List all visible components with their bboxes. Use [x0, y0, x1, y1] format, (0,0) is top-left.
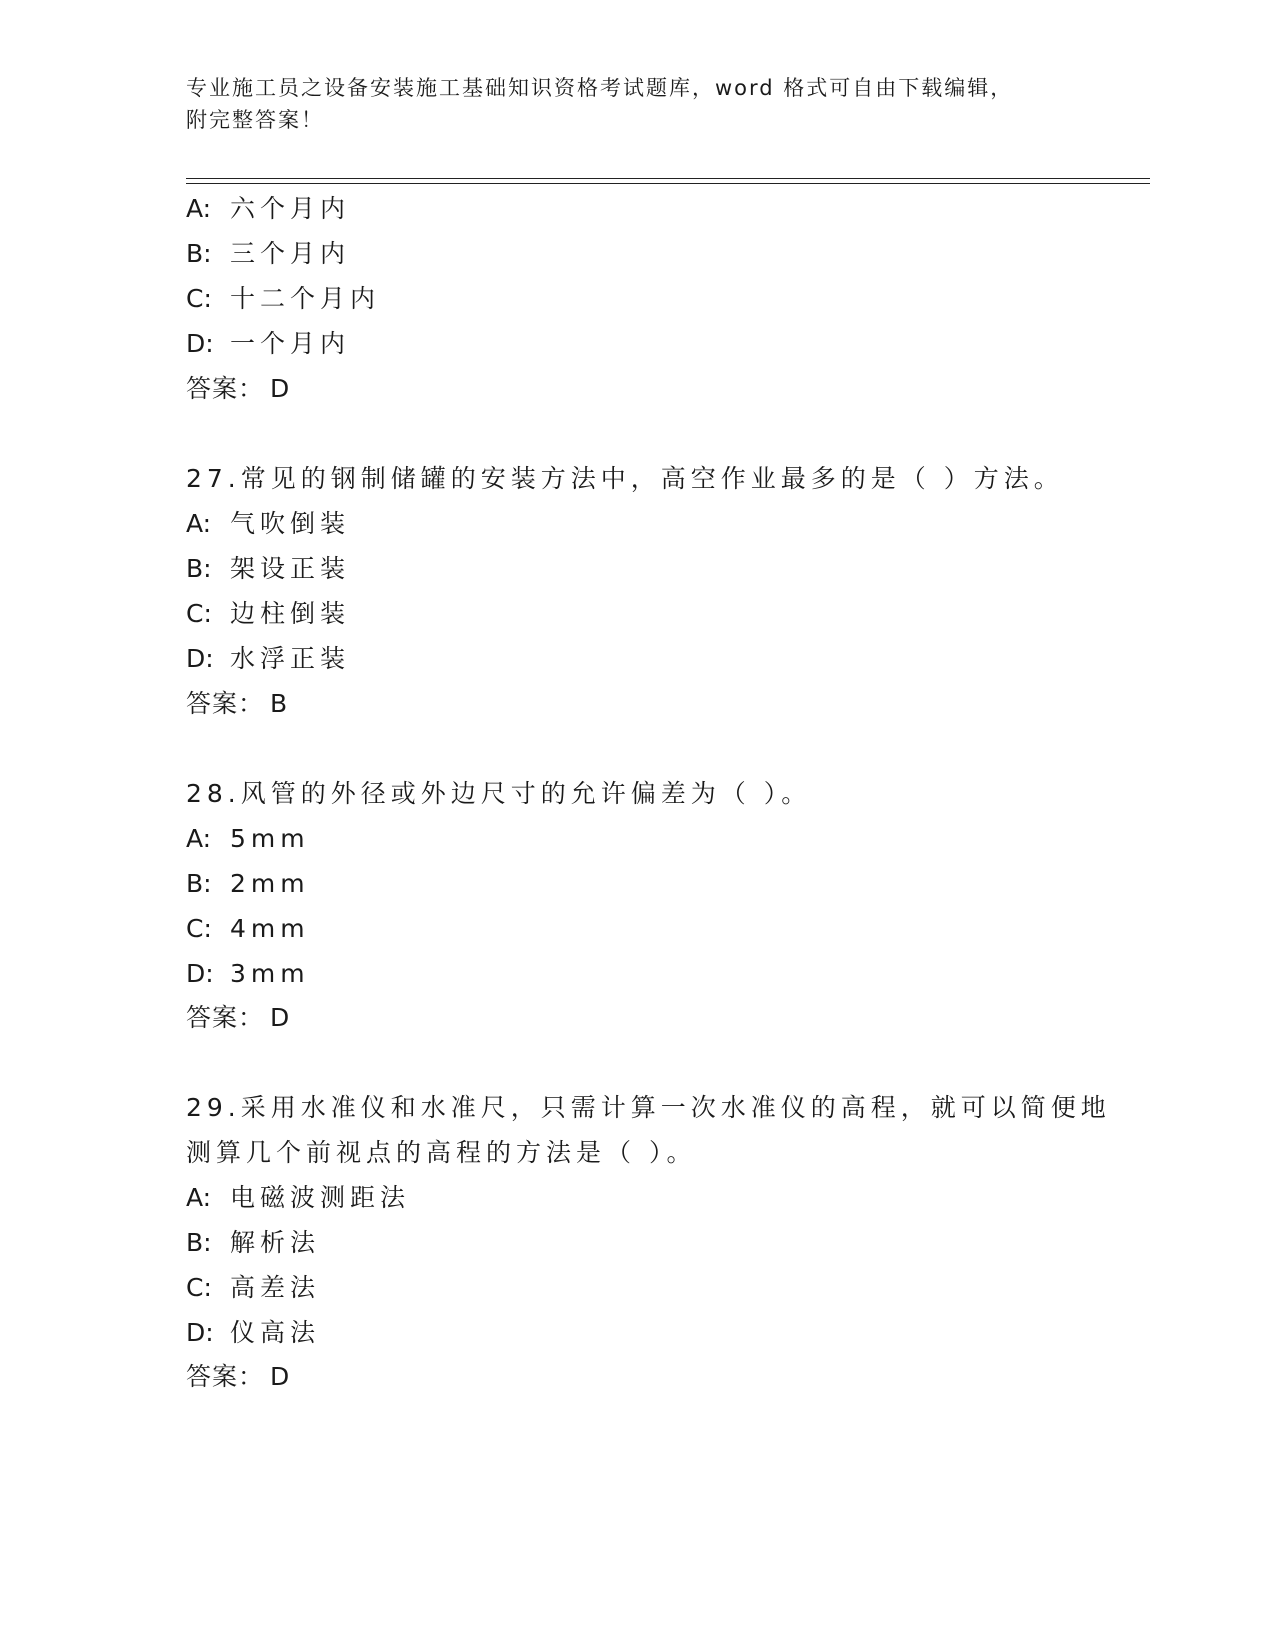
- option-text: 一个月内: [230, 329, 351, 358]
- option-text: 气吹倒装: [230, 509, 351, 538]
- option-text: 电磁波测距法: [230, 1183, 411, 1212]
- option-text: 5mm: [230, 824, 310, 853]
- answer-label: 答案：: [186, 374, 265, 403]
- option-text: 解析法: [230, 1228, 321, 1257]
- q29-option-b: [186, 1226, 320, 1260]
- q29-question-line-2: 测算几个前视点的高程的方法是（ ）。: [186, 1138, 697, 1167]
- answer-label: 答案：: [186, 1362, 265, 1391]
- option-letter: C:: [186, 599, 212, 628]
- q28-option-c: [186, 912, 310, 946]
- option-text: 4mm: [230, 914, 310, 943]
- option-letter: B:: [186, 1228, 212, 1257]
- page-header: [186, 72, 1066, 136]
- option-letter: B:: [186, 554, 212, 583]
- q27-option-b: [186, 552, 350, 586]
- header-rule-top: [186, 178, 1150, 179]
- option-text: 水浮正装: [230, 644, 351, 673]
- q28-option-b: [186, 867, 310, 901]
- option-letter: C:: [186, 284, 212, 313]
- q28-option-d: [186, 957, 310, 991]
- option-text: 2mm: [230, 869, 310, 898]
- option-text: 边柱倒装: [230, 599, 351, 628]
- q29-option-c: [186, 1271, 320, 1305]
- q29-option-d: [186, 1316, 320, 1350]
- option-text: 高差法: [230, 1273, 321, 1302]
- option-text: 三个月内: [230, 239, 351, 268]
- answer-label: 答案：: [186, 689, 265, 718]
- option-text: 六个月内: [230, 194, 351, 223]
- q29-question-line-1: 29.采用水准仪和水准尺，只需计算一次水准仪的高程，就可以简便地: [186, 1093, 1111, 1122]
- q27-option-c: [186, 597, 350, 631]
- header-rule-bottom: [186, 183, 1150, 184]
- option-letter: C:: [186, 914, 212, 943]
- option-letter: A:: [186, 509, 212, 538]
- q29-option-a: [186, 1181, 410, 1215]
- q27-option-a: [186, 507, 350, 541]
- option-letter: B:: [186, 239, 212, 268]
- option-letter: A:: [186, 194, 212, 223]
- header-line-2: 附完整答案！: [186, 108, 324, 132]
- q26-answer: [186, 372, 290, 406]
- q26-option-c: [186, 282, 380, 316]
- q29-answer: [186, 1360, 290, 1394]
- option-text: 3mm: [230, 959, 310, 988]
- option-letter: D:: [186, 644, 214, 673]
- answer-value: B: [270, 689, 289, 718]
- answer-value: D: [270, 1362, 291, 1391]
- answer-value: D: [270, 1003, 291, 1032]
- answer-value: D: [270, 374, 291, 403]
- q27-question: 27.常见的钢制储罐的安装方法中，高空作业最多的是（ ）方法。: [186, 464, 1064, 493]
- answer-label: 答案：: [186, 1003, 265, 1032]
- q27-option-d: [186, 642, 350, 676]
- q26-option-a: [186, 192, 350, 226]
- option-text: 十二个月内: [230, 284, 381, 313]
- option-text: 架设正装: [230, 554, 351, 583]
- header-line-1: 专业施工员之设备安装施工基础知识资格考试题库，word 格式可自由下载编辑，: [186, 76, 1014, 100]
- option-text: 仪高法: [230, 1318, 321, 1347]
- q28-question: 28.风管的外径或外边尺寸的允许偏差为（ ）。: [186, 779, 812, 808]
- option-letter: D:: [186, 959, 214, 988]
- option-letter: A:: [186, 1183, 212, 1212]
- q26-option-b: [186, 237, 350, 271]
- option-letter: A:: [186, 824, 212, 853]
- option-letter: B:: [186, 869, 212, 898]
- option-letter: C:: [186, 1273, 212, 1302]
- q26-option-d: [186, 327, 350, 361]
- option-letter: D:: [186, 1318, 214, 1347]
- option-letter: D:: [186, 329, 214, 358]
- q28-option-a: [186, 822, 310, 856]
- q27-answer: [186, 687, 288, 721]
- q28-answer: [186, 1001, 290, 1035]
